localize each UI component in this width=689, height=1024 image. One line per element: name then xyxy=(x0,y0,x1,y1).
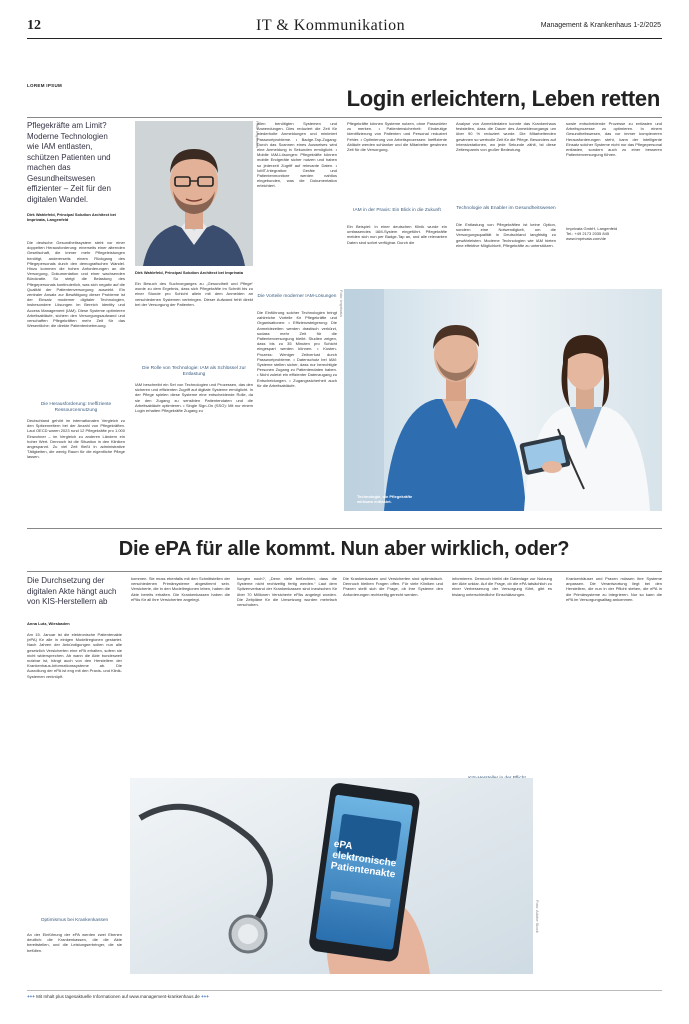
photo-credit-2: Foto: Imprivata xyxy=(339,290,344,317)
article1-col3-subhead: IAM in der Praxis: Ein Blick in die Zukunft xyxy=(353,208,441,213)
author-byline: Dirk Wahlefeld, Principal Solution Architect bei Imprivata, Langenfeld xyxy=(27,212,117,222)
article1-col2-mid: Ein Besuch des Suchvorganges zu „Gesundheit und Pflege“ wurde zu dem Ergebnis, dass sich Pflegekräfte im Schnitt bis zu einer Stunde pro Schicht allein mit dem Anmelden an verschiedenen Systemen verbringen. Dieser Aufwand fehlt direkt bei der Versorgung der Patienten. xyxy=(135,281,253,307)
company-tel: Tel.: +49 2173 2035 845 xyxy=(566,231,610,237)
company-website-link[interactable]: www.imprivata.com/de xyxy=(566,236,607,242)
article2-col1: Am 15. Januar ist die elektronische Patientenakte (ePA) für alle in einigen Modellregionen gestartet. Nach Jahren der Ankündigungen sollen nun alle gesetzlich Versicherten eine ePA erhalten, sofern sie nicht widersprechen. Ab wann die Akte bundesweit nutzbar ist, hängt auch von den Herstellern der Krankenhaus-Informationssysteme ab. Die Ausrollung der ePA ist eng mit den Praxis- und Klinik-Systemen verknüpft. xyxy=(27,632,122,679)
article1-col3-subhead2: Die Vorteile moderner IAM-Lösungen xyxy=(257,294,337,299)
page-number: 12 xyxy=(27,18,41,33)
article2-col5: informieren. Dennoch bleibt die Datenlage zur Nutzung der Akte unklar. Auf die Frage, ob die ePA tatsächlich zu einer Verbesserung der Versorgung führt, gibt es bislang unterschiedliche Einschätzungen. xyxy=(452,576,552,597)
article2-col6: Krankenhäuser und Praxen müssen ihre Systeme anpassen. Die Verantwortung liegt bei den Herstellern, die nun in der Pflicht stehen, die ePA in die Primärsysteme zu integrieren. Nur so kann die ePA im Versorgungsalltag ankommen. xyxy=(566,576,662,602)
article2-lead: Die Durchsetzung der digitalen Akte hängt auch von KIS-Herstellern ab xyxy=(27,576,117,606)
photo-credit-3: Foto: Adobe Stock xyxy=(535,900,540,933)
footer-text: Mit Inhalt plus tagesaktuelle Informationen auf www.management-krankenhaus.de xyxy=(36,994,200,999)
article2-col2: kommen. Sie muss ebenfalls mit den Schnittstellen der verschiedenen Primärsysteme abgestimmt sein. Versicherte, die in den Modellregionen leben, haben die Akte bereits erhalten. Die Krankenkassen haben die ePAs für all ihre Versicherten angelegt. xyxy=(131,576,230,602)
article1-col1: Die deutsche Gesundheitssystem steht vor einer doppelten Herausforderung: einerseits einer alternden Gesellschaft, die immer mehr Pflegeleistungen benötigt, andererseits einem Rückgang des Pflegepersonals durch den demografischen Wandel. Hinzu kommen die hohen Anforderungen an die Versorgung, Dokumentation und einer wachsenden Bürokratie. So steigt die Belastung des Pflegepersonals kontinuierlich, was sich negativ auf die Qualität der Patientenversorgung auswirkt. Ein zentraler Ansatz zur Bewältigung dieser Probleme ist der Einsatz moderner digitaler Technologien, insbesondere Lösungen im Bereich Identity und Access Management (IAM). Diese Systeme optimieren Arbeitsabläufe, sichern den Versorgungsaufwand und verschaffen Pflegekräften mehr Zeit für das Wesentliche: die direkte Patientenbetreuung. xyxy=(27,240,125,329)
epa-phone-photo xyxy=(130,778,533,974)
company-name: Imprivata GmbH, Langenfeld xyxy=(566,226,618,231)
article2-col3: kungen noch?, „Denn viele befürchten, dass die Systeme nicht rechtzeitig fertig werden.“ Laut dem Spitzenverband der Krankenkassen sind inzwischen für über 70 Millionen Versicherte ePAs angelegt worden. Die Zeitpläne für die Umsetzung wurden mehrfach verschoben. xyxy=(237,576,337,608)
article2-headline: Die ePA für alle kommt. Nun aber wirklich, oder? xyxy=(118,538,570,560)
article2-col4: Die Krankenkassen und Versicherten sind optimistisch. Dennoch bleiben Fragen offen. Für viele Kliniken und Praxen stellt sich die Frage, ob ihre Systeme den Anforderungen rechtzeitig gerecht werden. xyxy=(343,576,443,597)
article2-author: Anna Lutz, Wiesbaden xyxy=(27,621,70,626)
photo-credit: Foto: Imprivata xyxy=(255,121,260,148)
article2-col1-subhead: Optimismus bei Krankenkassen xyxy=(40,918,109,923)
article1-col3: Pflegekräfte können Systeme nutzen, ohne Passwörter zu merken. • Patientensicherheit: Eindeutige Identifizierung von Patienten und Personal reduziert Fehler. • Optimierung von Arbeitsprozessen: Ineffiziente Abläufe werden schlanker und die Mitarbeiter gewinnen Zeit für die Versorgung. xyxy=(347,121,447,153)
footer-dots: +++ xyxy=(27,994,35,999)
article1-col4: Analyse von Anmeldedaten konnte das Krankenhaus feststellen, dass die Dauer des Anmeldevorgangs um über 90 % reduziert wurde. Die Mitarbeitenden gewinnen so wertvolle Zeit für die Pflege. Besonders auf Intensivstationen, wo jede Sekunde zählt, ist diese Zeitersparnis von großer Bedeutung. xyxy=(456,121,556,153)
article1-col2-subhead: Die Rolle von Technologie: IAM als Schlüssel zur Entlastung xyxy=(142,366,246,377)
article1-lead: Pflegekräfte am Limit? Moderne Technologien wie IAM entlasten, schützen Patienten und machen das Gesundheitswesen effizienter – Zeit für den digitalen Wandel. xyxy=(27,121,111,204)
article1-col5: sowie entscheidende Prozesse zu entlasten und Arbeitsprozesse zu optimieren. In einem Gesundheitswesen, das vor immer komplexeren Herausforderungen steht, kann der intelligente Einsatz solcher Systeme nicht nur das Pflegepersonal entlasten, sondern auch zu einer besseren Patientenversorgung führen. xyxy=(566,121,662,158)
article1-col2b: IAM beschreibt ein Set von Technologien und Prozessen, das den sicheren und effizienten Zugriff auf digitale Systeme ermöglicht. In der Pflege spielen diese Systeme eine entscheidende Rolle, da sie den Zugang zu sensiblen Patientendaten und die Arbeitsabläufe optimieren. • Single Sign-On (SSO): Mit nur einem Login erhalten Pflegekräfte Zugang zu xyxy=(135,382,253,414)
article1-kicker: LOREM IPSUM xyxy=(27,83,63,88)
article1-col1b: Deutschland gehört im internationalen Vergleich zu den Spitzenreitern bei der Anzahl von Pflegekräften. Laut OECD waren 2023 rund 12 Pflegekräfte pro 1.000 Einwohner – im Vergleich zu anderen Ländern ein hoher Wert. Dennoch ist die Situation in den Kliniken angespannt. Zu viel Zeit fließt in administrative Tätigkeiten, die wenig Raum für die eigentliche Pflege lassen. xyxy=(27,418,125,460)
footer-rule xyxy=(27,990,662,991)
section-title: IT & Kommunikation xyxy=(256,17,406,34)
company-contact xyxy=(566,226,662,242)
magazine-issue: Management & Krankenhaus 1-2/2025 xyxy=(540,22,661,29)
article1-headline: Login erleichtern, Leben retten xyxy=(346,86,660,111)
article1-col2: allen benötigten Systemen und Anwendungen. Dies reduziert die Zeit für wiederholte Anmeldungen und minimiert Passwortprobleme. • Badge-Tap-Zugang: Durch das Scannen eines Ausweises wird eine Anmeldung in Sekunden ermöglicht. • Mobile IAM-Lösungen: Pflegekräfte können mobile Endgeräte sicher nutzen und haben so jederzeit Zugriff auf relevante Daten. • IoMT-Integration: Geräte und Patientenmonitore werden nahtlos eingebunden, was die Dokumentation erleichtert. xyxy=(257,121,337,189)
header-rule xyxy=(27,38,662,39)
article1-col4b: Die Entlastung von Pflegekräften ist keine Option, sondern eine Notwendigkeit, um die Versorgungsqualität in Deutschland langfristig zu gewährleisten. Moderne Technologien wie IAM bieten eine effektive Möglichkeit, Pflegekräfte zu unterstützen. xyxy=(456,222,556,248)
epa-screen-text: ePA elektronische Patientenakte xyxy=(330,838,397,881)
author-portrait xyxy=(135,121,253,266)
article1-col3b: Ein Beispiel: In einer deutschen Klinik wurde ein umfassendes IAM-System eingeführt. Pflegekräfte melden sich nun per Badge-Tap an, und alle relevanten Daten sind sofort verfügbar. Durch die xyxy=(347,224,447,245)
article2-col1b: An der Einführung der ePA werden zwei Ebenen deutlich: die Krankenkassen, die die Akte bereitstellen, und die Leistungserbringer, die sie befüllen. xyxy=(27,932,122,953)
article1-rule xyxy=(27,117,662,118)
portrait-caption: Dirk Wahlefeld, Principal Solution Architect bei Imprivata xyxy=(135,270,243,275)
footer-dots-end: +++ xyxy=(201,994,209,999)
article1-col4-subhead: Technologie als Enabler im Gesundheitswesen xyxy=(456,206,556,211)
footer-note xyxy=(27,994,209,999)
doctor-nurse-photo xyxy=(344,289,662,511)
article1-col1-subhead: Die Herausforderung: Ineffiziente Ressourcennutzung xyxy=(40,402,112,413)
article2-rule xyxy=(27,528,662,529)
article2-rule-bottom xyxy=(27,571,662,572)
photo2-caption: Technologie, die Pflegekräfte wirksam entlastet. xyxy=(357,494,413,504)
article1-col3c: Die Einführung solcher Technologien bringt zahlreiche Vorteile für Pflegekräfte und Organisationen: • Effizienzsteigerung: Die Anmeldezeiten werden drastisch verkürzt, sodass mehr Zeit für die Patientenversorgung bleibt. Studien zeigen, dass bis zu 35 Minuten pro Schicht eingespart werden können. • Kosten-Prozess: Weniger Zeitverlust durch Passwortprobleme. • Datenschutz bei IAM: Systeme stellen sicher, dass nur berechtigte Personen Zugang zu Patientendaten haben. • Nicht zuletzt ein effizienter Datenzugang zu Entscheidungen. • Zugangssicherheit auch für die Arbeitsabläufe. xyxy=(257,310,337,388)
